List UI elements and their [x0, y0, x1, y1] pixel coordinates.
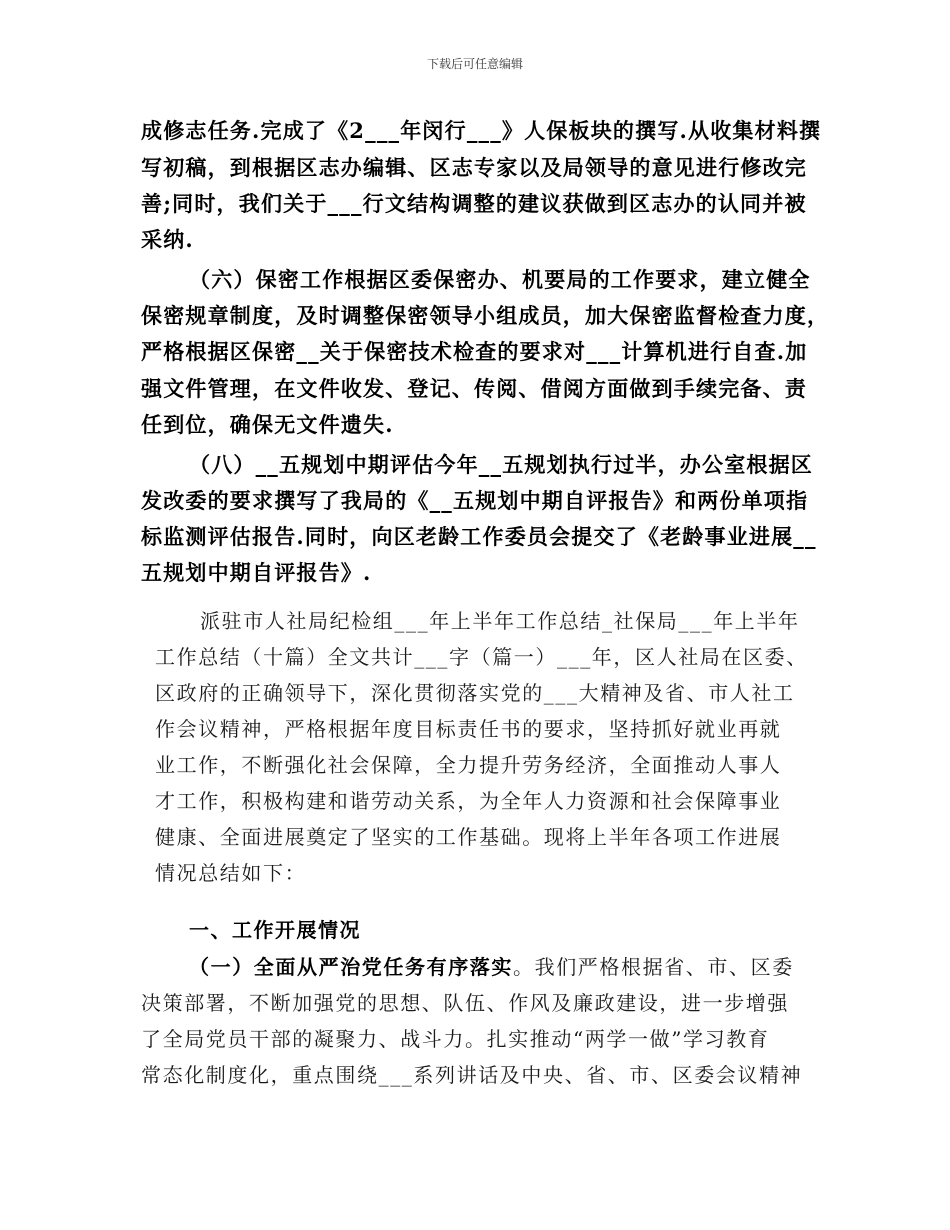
body-line-text: 。我们严格根据省、市、区委 — [513, 955, 794, 979]
body-line: 情况总结如下： — [155, 861, 307, 885]
body-line: 发改委的要求撰写了我局的《__五规划中期自评报告》和两份单项指 — [141, 488, 809, 513]
subsection-lead: （一）全面从严治党任务有序落实 — [189, 955, 513, 979]
body-line: （八）__五规划中期评估今年__五规划执行过半，办公室根据区 — [189, 452, 813, 477]
body-line: 任到位，确保无文件遗失. — [141, 412, 394, 437]
body-line: 保密规章制度，及时调整保密领导小组成员，加大保密监督检查力度， — [141, 303, 830, 328]
body-line: 善;同时，我们关于___行文结构调整的建议获做到区志办的认同并被 — [141, 191, 807, 216]
body-line: 强文件管理，在文件收发、登记、传阅、借阅方面做到手续完备、责 — [141, 376, 807, 401]
body-line: 成修志任务.完成了《2___年闵行___》人保板块的撰写.从收集材料撰 — [141, 118, 822, 143]
body-line: 作会议精神，严格根据年度目标责任书的要求，坚持抓好就业再就 — [155, 717, 782, 741]
body-line: 常态化制度化，重点围绕___系列讲话及中央、省、市、区委会议精神 — [141, 1063, 803, 1087]
body-line: 五规划中期自评报告》. — [141, 560, 372, 585]
body-line: 才工作，积极构建和谐劳动关系，为全年人力资源和社会保障事业 — [155, 789, 782, 813]
body-line: 健康、全面进展奠定了坚实的工作基础。现将上半年各项工作进展 — [155, 825, 782, 849]
body-line: 了全局党员干部的凝聚力、战斗力。扎实推动“两学一做”学习教育 — [141, 1027, 770, 1051]
body-line: 标监测评估报告.同时，向区老龄工作委员会提交了《老龄事业进展__ — [141, 524, 817, 549]
body-line: 严格根据区保密__关于保密技术检查的要求对___计算机进行自查.加 — [141, 339, 808, 364]
body-line: 派驻市人社局纪检组___年上半年工作总结_社保局___年上半年 — [200, 609, 800, 633]
body-line: 区政府的正确领导下，深化贯彻落实党的___大精神及省、市人社工 — [155, 681, 795, 705]
body-line — [189, 951, 794, 980]
body-line: 写初稿，到根据区志办编辑、区志专家以及局领导的意见进行修改完 — [141, 155, 807, 180]
page-header: 下载后可任意编辑 — [426, 57, 523, 71]
body-line: 业工作，不断强化社会保障，全力提升劳务经济，全面推动人事人 — [155, 753, 782, 777]
body-line: 采纳. — [141, 227, 194, 252]
body-line: 工作总结（十篇）全文共计___字（篇一）___年，区人社局在区委、 — [155, 645, 808, 669]
section-heading: 一、工作开展情况 — [189, 918, 361, 942]
body-line: （六）保密工作根据区委保密办、机要局的工作要求，建立健全 — [189, 267, 811, 292]
body-line: 决策部署，不断加强党的思想、队伍、作风及廉政建设，进一步增强 — [141, 991, 789, 1015]
